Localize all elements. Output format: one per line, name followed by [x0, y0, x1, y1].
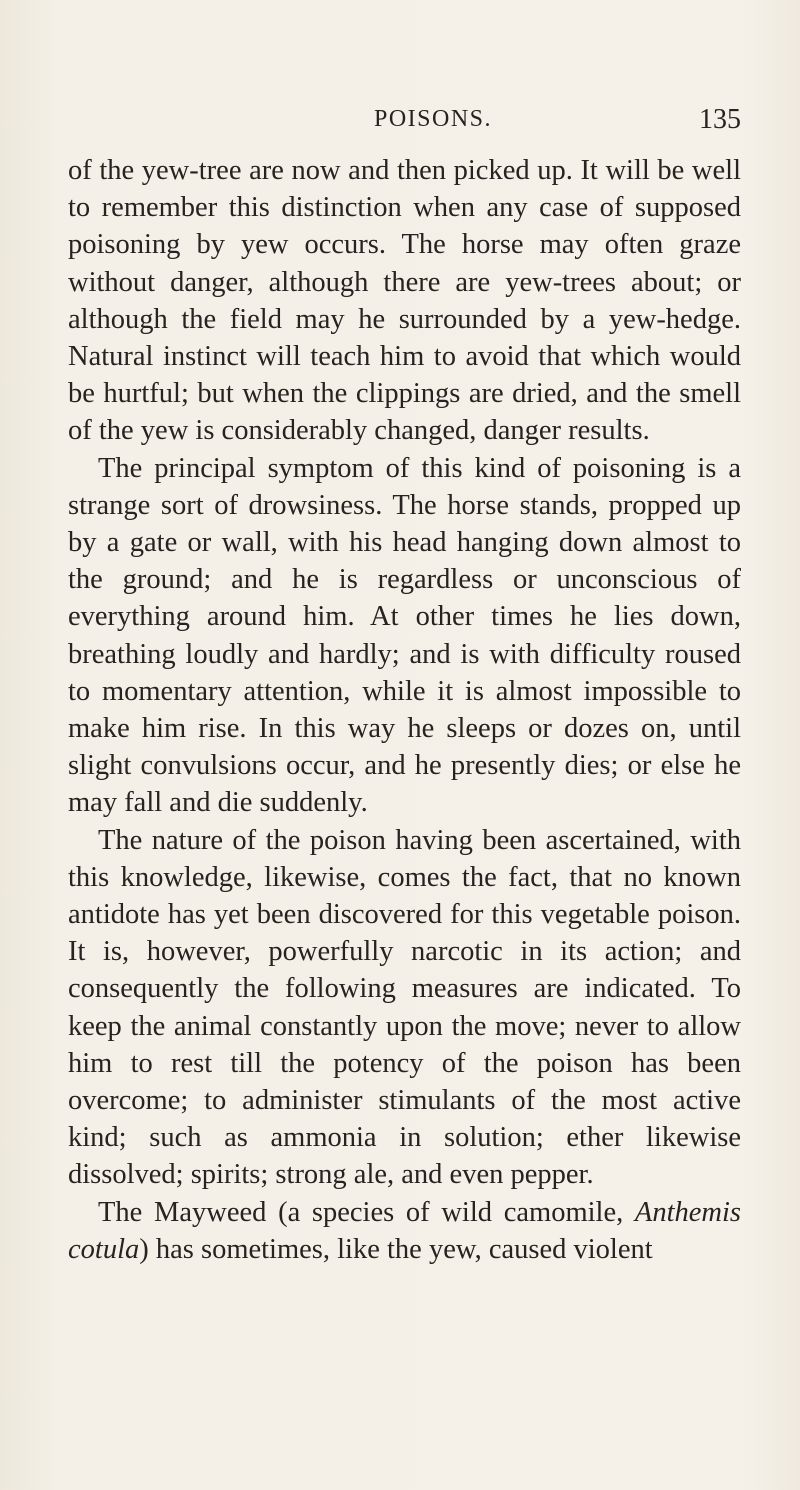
paragraph-1: of the yew-tree are now and then picked up. It will be well to remember this distinction when any case of supposed poisoning by yew occurs. The horse may often graze without danger, although there are yew-trees about; or although the field may he surrounded by a yew-hedge. Natural instinct will teach him to avoid that which would be hurtful; but when the clippings are dried, and the smell of the yew is considerably changed, danger results.: [68, 155, 741, 447]
page-number: 135: [699, 104, 741, 135]
paragraph-4: [68, 1194, 741, 1268]
paragraph-2: The principal symptom of this kind of poisoning is a strange sort of drowsiness. The horse stands, propped up by a gate or wall, with his head hanging down almost to the ground; and he is regardless or unconscious of everything around him. At other times he lies down, breathing loudly and hardly; and is with difficulty roused to momentary attention, while it is almost impossible to make him rise. In this way he sleeps or dozes on, until slight convulsions occur, and he presently dies; or else he may fall and die suddenly.: [68, 452, 741, 819]
species-name: Anthemis cotula: [68, 1196, 741, 1265]
body-text: [68, 152, 741, 1268]
running-head: POISONS.: [374, 106, 493, 132]
paragraph-3: The nature of the poison having been ascertained, with this knowledge, likewise, comes the fact, that no known antidote has yet been discovered for this vegetable poison. It is, however, powerfully narcotic in its action; and consequently the following measures are indicated. To keep the animal constantly upon the move; never to allow him to rest till the potency of the poison has been overcome; to administer stimulants of the most active kind; such as ammonia in solution; ether likewise dissolved; spirits; strong ale, and even pepper.: [68, 824, 741, 1191]
paragraph-4-text-before: The Mayweed (a species of wild camomile,: [98, 1196, 635, 1228]
paragraph-4-text-after: ) has sometimes, like the yew, caused violent: [139, 1233, 653, 1265]
page-header: [68, 104, 741, 144]
